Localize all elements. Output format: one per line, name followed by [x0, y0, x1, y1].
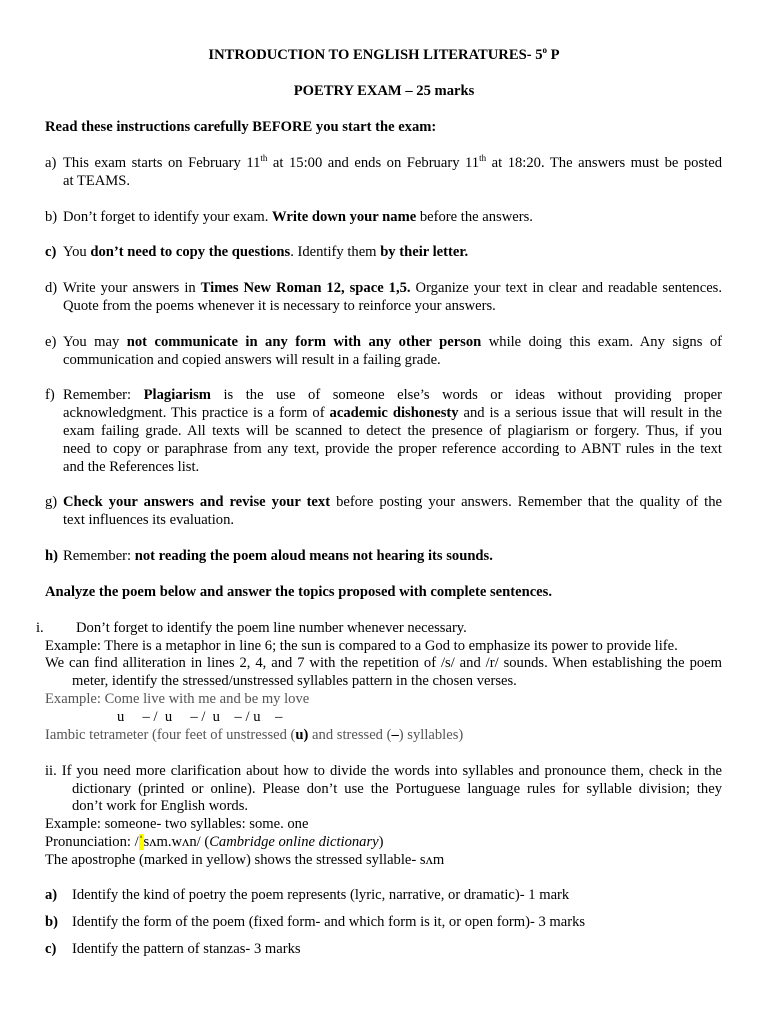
example-syllables: Example: someone- two syllables: some. one — [45, 816, 309, 832]
stress-mark-highlight: ˈ — [138, 834, 144, 850]
rule-f: f) Remember: Plagiarism is the use of someone else’s words or ideas without providing proper acknowledgment. This practice is a form of academic dishonesty and is a serious issue that will result in the exam failing grade. All texts will be scanned to detect the presence of plagiarism or forgery. Thus, if you need to copy or paraphrase from any text, provide the proper reference according to ABNT rules in the text and the References list. — [45, 387, 723, 475]
note-i-text: Don’t forget to identify the poem line number whenever necessary. — [76, 620, 467, 636]
apostrophe-note: The apostrophe (marked in yellow) shows the stressed syllable- sʌm — [45, 852, 445, 868]
rule-a: a) This exam starts on February 11th at 15:00 and ends on February 11th at 18:20. The answers must be posted at TEAMS. — [45, 153, 722, 189]
rule-d: d) Write your answers in Times New Roman 12, space 1,5. Organize your text in clear and readable sentences. Quote from the poems whenever it is necessary to reinforce your answers. — [45, 280, 722, 314]
note-ii-line-3: don’t work for English words. — [72, 798, 249, 814]
rule-e: e) You may not communicate in any form with any other person while doing this exam. Any signs of communication and copied answers will result in a failing grade. — [45, 334, 722, 368]
rule-g: g) Check your answers and revise your text before posting your answers. Remember that the quality of the text influences its evaluation. — [45, 494, 722, 528]
rule-h: h) Remember: not reading the poem aloud means not hearing its sounds. — [45, 548, 493, 564]
exam-title: POETRY EXAM – 25 marks — [293, 83, 475, 99]
example-verse: Example: Come live with me and be my love — [45, 691, 310, 707]
instructions-heading: Read these instructions carefully BEFORE you start the exam: — [45, 119, 437, 135]
note-i-label: i. — [36, 620, 44, 636]
question-c: c) Identify the pattern of stanzas- 3 marks — [45, 941, 301, 957]
course-title: INTRODUCTION TO ENGLISH LITERATURES- 5$^o$ P — [208, 45, 560, 63]
scansion-marks: u – / u – / u – / u – — [117, 709, 283, 725]
note-ii-line-2: dictionary (printed or online). Please don’t use the Portuguese language rules for syllable division; they — [72, 781, 722, 797]
question-b: b) Identify the form of the poem (fixed form- and which form is it, or open form)- 3 marks — [45, 914, 586, 930]
alliteration-line-1: We can find alliteration in lines 2, 4, and 7 with the repetition of /s/ and /r/ sounds. When establishing the poem — [45, 655, 722, 671]
pronunciation-line: Pronunciation: /ˈsʌm.wʌn/ (Cambridge online dictionary) — [45, 834, 384, 850]
note-ii-line-1: ii. If you need more clarification about how to divide the words into syllables and pronounce them, check in the — [45, 763, 722, 779]
analyze-heading: Analyze the poem below and answer the topics proposed with complete sentences. — [45, 584, 552, 600]
iambic-note: Iambic tetrameter (four feet of unstressed (u) and stressed (–) syllables) — [45, 727, 464, 743]
alliteration-line-2: meter, identify the stressed/unstressed syllables pattern in the chosen verses. — [72, 673, 517, 689]
question-a: a) Identify the kind of poetry the poem represents (lyric, narrative, or dramatic)- 1 mark — [45, 887, 570, 903]
example-metaphor: Example: There is a metaphor in line 6; the sun is compared to a God to emphasize its power to provide life. — [45, 638, 678, 654]
rule-b: b) Don’t forget to identify your exam. Write down your name before the answers. — [45, 209, 533, 225]
rule-c: c) You don’t need to copy the questions. Identify them by their letter. — [45, 244, 469, 260]
